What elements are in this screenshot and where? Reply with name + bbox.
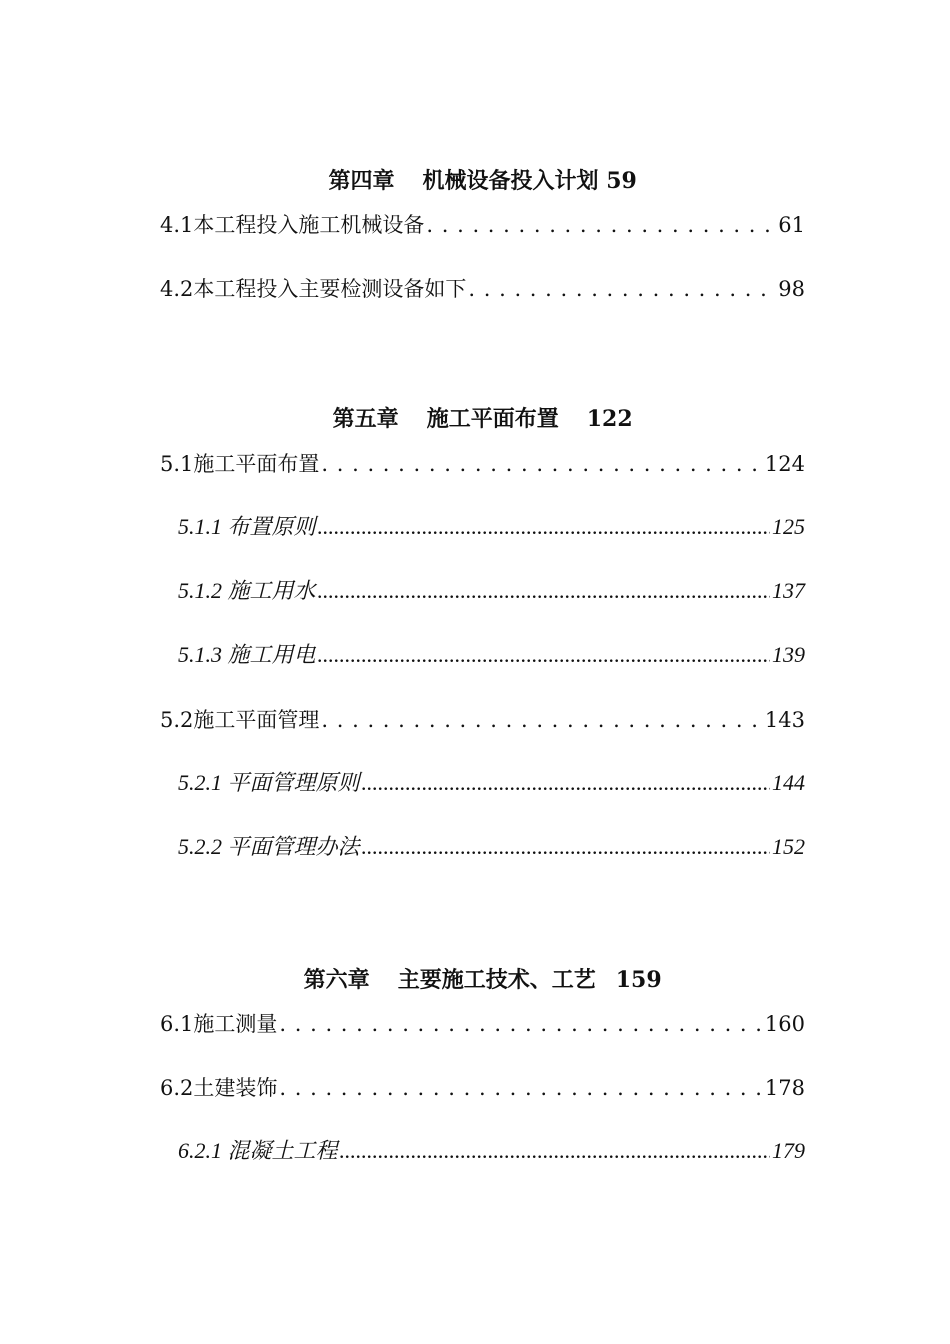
toc-entry-page: 98: [778, 277, 805, 301]
toc-entry-label: 5.2施工平面管理: [160, 708, 320, 732]
dot-leader: [318, 576, 770, 606]
toc-entry-label: 4.1本工程投入施工机械设备: [160, 213, 425, 237]
toc-entry-page: 61: [778, 213, 805, 237]
dot-leader: [318, 640, 770, 670]
dot-leader: [318, 512, 770, 542]
toc-entry-label: 6.2土建装饰: [160, 1076, 278, 1100]
toc-entry-page: 144: [772, 770, 805, 795]
chapter-number: 第四章: [328, 168, 395, 194]
toc-entry-label: 4.2本工程投入主要检测设备如下: [160, 277, 467, 301]
dot-leader: [279, 1073, 763, 1103]
chapter-title: 主要施工技术、工艺: [397, 967, 596, 993]
dot-leader: [279, 1009, 763, 1039]
dot-leader: [468, 274, 776, 304]
chapter-heading-5: [0, 374, 950, 434]
toc-entry-5-1[interactable]: [160, 449, 805, 479]
toc-entry-5-2-1[interactable]: [178, 768, 805, 798]
toc-entry-page: 139: [772, 642, 805, 667]
toc-entry-label: 5.2.2 平面管理办法: [178, 834, 360, 859]
dot-leader: [426, 210, 776, 240]
toc-entry-label: 5.1.1 布置原则: [178, 514, 316, 539]
chapter-heading-4: [0, 136, 950, 196]
chapter-page: 122: [586, 406, 633, 432]
dot-leader: [340, 1136, 770, 1166]
toc-entry-label: 6.1施工测量: [160, 1012, 278, 1036]
toc-entry-4-2[interactable]: [160, 274, 805, 304]
chapter-page: 59: [606, 168, 637, 194]
chapter-heading-6: [0, 935, 950, 995]
toc-entry-page: 137: [772, 578, 805, 603]
toc-entry-page: 178: [764, 1076, 805, 1100]
toc-entry-label: 5.1.3 施工用电: [178, 642, 316, 667]
dot-leader: [321, 449, 763, 479]
chapter-title: 机械设备投入计划: [422, 168, 599, 194]
dot-leader: [362, 832, 770, 862]
toc-entry-page: 143: [764, 708, 805, 732]
toc-entry-label: 6.2.1 混凝土工程: [178, 1138, 338, 1163]
chapter-page: 159: [615, 967, 662, 993]
toc-entry-page: 179: [772, 1138, 805, 1163]
toc-entry-6-1[interactable]: [160, 1009, 805, 1039]
toc-entry-4-1[interactable]: [160, 210, 805, 240]
toc-entry-5-2-2[interactable]: [178, 832, 805, 862]
toc-entry-5-2[interactable]: [160, 705, 805, 735]
toc-entry-page: 152: [772, 834, 805, 859]
toc-entry-label: 5.1.2 施工用水: [178, 578, 316, 603]
toc-entry-page: 125: [772, 514, 805, 539]
toc-entry-6-2[interactable]: [160, 1073, 805, 1103]
dot-leader: [362, 768, 770, 798]
toc-entry-label: 5.2.1 平面管理原则: [178, 770, 360, 795]
dot-leader: [321, 705, 763, 735]
toc-entry-5-1-1[interactable]: [178, 512, 805, 542]
toc-entry-page: 124: [764, 452, 805, 476]
toc-entry-5-1-2[interactable]: [178, 576, 805, 606]
chapter-number: 第五章: [332, 406, 399, 432]
chapter-title: 施工平面布置: [426, 406, 559, 432]
toc-entry-5-1-3[interactable]: [178, 640, 805, 670]
chapter-number: 第六章: [303, 967, 370, 993]
toc-entry-page: 160: [764, 1012, 805, 1036]
toc-entry-label: 5.1施工平面布置: [160, 452, 320, 476]
toc-entry-6-2-1[interactable]: [178, 1136, 805, 1166]
